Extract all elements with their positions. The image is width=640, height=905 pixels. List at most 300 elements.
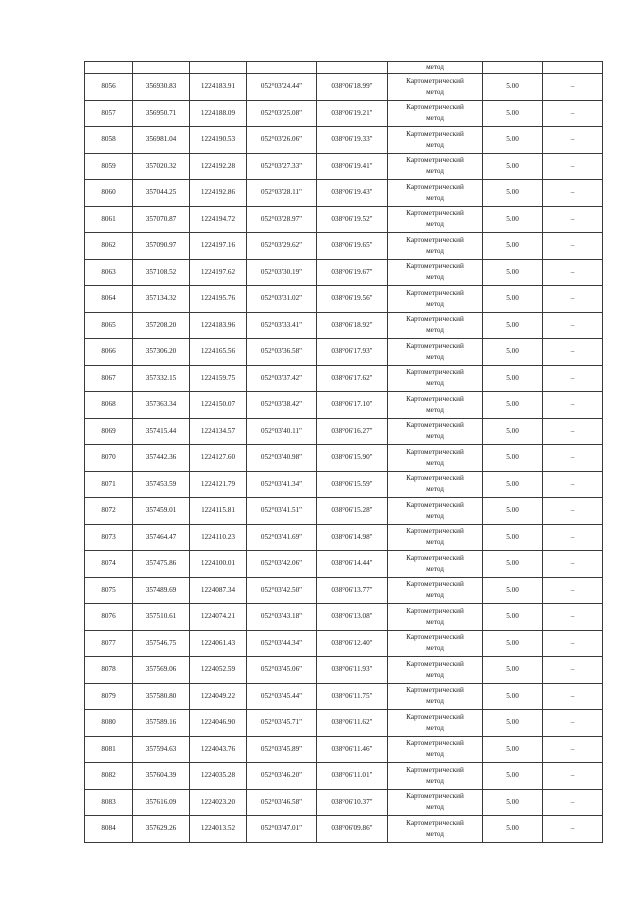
point-number-cell: 8068 <box>85 392 133 419</box>
longitude-cell: 038°06'15.90" <box>317 445 388 472</box>
method-cell <box>388 789 483 816</box>
longitude-cell: 038°06'09.86" <box>317 816 388 843</box>
method-text: Картометрический <box>406 288 464 297</box>
point-number-cell: 8075 <box>85 577 133 604</box>
y-coordinate-cell: 1224159.75 <box>190 365 247 392</box>
method-text: метод <box>426 87 444 96</box>
method-cell <box>388 418 483 445</box>
table-row <box>85 551 603 578</box>
y-coordinate-cell: 1224043.76 <box>190 736 247 763</box>
x-coordinate-cell: 357090.97 <box>133 233 190 260</box>
table-row <box>85 710 603 737</box>
x-coordinate-cell: 357569.06 <box>133 657 190 684</box>
method-text: Картометрический <box>406 368 464 377</box>
latitude-cell: 052°03'33.41" <box>247 312 317 339</box>
note-cell: – <box>543 763 603 790</box>
x-coordinate-cell: 356930.83 <box>133 74 190 101</box>
method-text: метод <box>426 803 444 812</box>
point-number-cell: 8061 <box>85 206 133 233</box>
x-coordinate-cell: 357580.80 <box>133 683 190 710</box>
method-text: Картометрический <box>406 712 464 721</box>
method-text: Картометрический <box>406 500 464 509</box>
x-coordinate-cell: 357070.87 <box>133 206 190 233</box>
method-text: метод <box>426 697 444 706</box>
method-text: Картометрический <box>406 474 464 483</box>
latitude-cell: 052°03'36.58" <box>247 339 317 366</box>
method-text: Картометрический <box>406 739 464 748</box>
latitude-cell: 052°03'38.42" <box>247 392 317 419</box>
method-cell <box>388 604 483 631</box>
point-number-cell: 8071 <box>85 471 133 498</box>
longitude-cell: 038°06'19.33" <box>317 127 388 154</box>
latitude-cell: 052°03'45.89" <box>247 736 317 763</box>
accuracy-cell: 5.00 <box>483 630 543 657</box>
latitude-cell: 052°03'45.44" <box>247 683 317 710</box>
note-cell: – <box>543 74 603 101</box>
note-cell: – <box>543 630 603 657</box>
longitude-cell: 038°06'11.01" <box>317 763 388 790</box>
method-cell <box>388 551 483 578</box>
point-number-cell: 8059 <box>85 153 133 180</box>
x-coordinate-cell: 357459.01 <box>133 498 190 525</box>
table-row <box>85 816 603 843</box>
y-coordinate-cell: 1224188.09 <box>190 100 247 127</box>
method-text: Картометрический <box>406 341 464 350</box>
latitude-cell: 052°03'37.42" <box>247 365 317 392</box>
note-cell: – <box>543 471 603 498</box>
carry-over-cell <box>247 62 317 74</box>
x-coordinate-cell: 357510.61 <box>133 604 190 631</box>
table-row <box>85 286 603 313</box>
method-text: метод <box>426 273 444 282</box>
y-coordinate-cell: 1224190.53 <box>190 127 247 154</box>
longitude-cell: 038°06'19.41" <box>317 153 388 180</box>
point-number-cell: 8084 <box>85 816 133 843</box>
note-cell: – <box>543 816 603 843</box>
method-text: Картометрический <box>406 659 464 668</box>
latitude-cell: 052°03'45.71" <box>247 710 317 737</box>
longitude-cell: 038°06'19.67" <box>317 259 388 286</box>
table-row <box>85 736 603 763</box>
accuracy-cell: 5.00 <box>483 259 543 286</box>
note-cell: – <box>543 710 603 737</box>
point-number-cell: 8072 <box>85 498 133 525</box>
method-text: метод <box>426 670 444 679</box>
note-cell: – <box>543 498 603 525</box>
table-row <box>85 577 603 604</box>
table-row <box>85 471 603 498</box>
carry-over-method-cell <box>388 62 483 74</box>
point-number-cell: 8079 <box>85 683 133 710</box>
method-text: Картометрический <box>406 129 464 138</box>
method-text: метод <box>426 140 444 149</box>
table-body <box>85 62 603 843</box>
table-row <box>85 233 603 260</box>
accuracy-cell: 5.00 <box>483 153 543 180</box>
x-coordinate-cell: 357589.16 <box>133 710 190 737</box>
carry-over-cell <box>317 62 388 74</box>
method-cell <box>388 100 483 127</box>
method-cell <box>388 392 483 419</box>
method-cell <box>388 577 483 604</box>
method-text: метод <box>426 776 444 785</box>
method-cell <box>388 339 483 366</box>
point-number-cell: 8070 <box>85 445 133 472</box>
x-coordinate-cell: 357453.59 <box>133 471 190 498</box>
longitude-cell: 038°06'15.28" <box>317 498 388 525</box>
y-coordinate-cell: 1224121.79 <box>190 471 247 498</box>
method-cell <box>388 763 483 790</box>
table-row <box>85 445 603 472</box>
x-coordinate-cell: 357208.20 <box>133 312 190 339</box>
longitude-cell: 038°06'13.77" <box>317 577 388 604</box>
y-coordinate-cell: 1224183.96 <box>190 312 247 339</box>
method-text: Картометрический <box>406 394 464 403</box>
note-cell: – <box>543 683 603 710</box>
y-coordinate-cell: 1224165.56 <box>190 339 247 366</box>
method-text: Картометрический <box>406 633 464 642</box>
accuracy-cell: 5.00 <box>483 445 543 472</box>
y-coordinate-cell: 1224197.16 <box>190 233 247 260</box>
latitude-cell: 052°03'43.18" <box>247 604 317 631</box>
point-number-cell: 8064 <box>85 286 133 313</box>
point-number-cell: 8063 <box>85 259 133 286</box>
y-coordinate-cell: 1224087.34 <box>190 577 247 604</box>
x-coordinate-cell: 356950.71 <box>133 100 190 127</box>
table-row <box>85 180 603 207</box>
accuracy-cell: 5.00 <box>483 365 543 392</box>
longitude-cell: 038°06'19.43" <box>317 180 388 207</box>
latitude-cell: 052°03'41.34" <box>247 471 317 498</box>
table-row <box>85 789 603 816</box>
note-cell: – <box>543 365 603 392</box>
note-cell: – <box>543 577 603 604</box>
note-cell: – <box>543 445 603 472</box>
x-coordinate-cell: 356981.04 <box>133 127 190 154</box>
method-text: метод <box>426 591 444 600</box>
table-row <box>85 339 603 366</box>
longitude-cell: 038°06'12.40" <box>317 630 388 657</box>
carry-over-row <box>85 62 603 74</box>
method-cell <box>388 206 483 233</box>
method-cell <box>388 74 483 101</box>
method-text: Картометрический <box>406 421 464 430</box>
longitude-cell: 038°06'17.93" <box>317 339 388 366</box>
point-number-cell: 8083 <box>85 789 133 816</box>
y-coordinate-cell: 1224134.57 <box>190 418 247 445</box>
note-cell: – <box>543 551 603 578</box>
latitude-cell: 052°03'44.34" <box>247 630 317 657</box>
method-text: Картометрический <box>406 235 464 244</box>
method-cell <box>388 312 483 339</box>
method-text: метод <box>426 750 444 759</box>
method-text: метод <box>426 246 444 255</box>
method-text: Картометрический <box>406 209 464 218</box>
longitude-cell: 038°06'11.75" <box>317 683 388 710</box>
accuracy-cell: 5.00 <box>483 206 543 233</box>
accuracy-cell: 5.00 <box>483 551 543 578</box>
accuracy-cell: 5.00 <box>483 604 543 631</box>
method-cell <box>388 445 483 472</box>
x-coordinate-cell: 357134.32 <box>133 286 190 313</box>
method-text: Картометрический <box>406 315 464 324</box>
longitude-cell: 038°06'18.99" <box>317 74 388 101</box>
table-row <box>85 127 603 154</box>
point-number-cell: 8069 <box>85 418 133 445</box>
point-number-cell: 8066 <box>85 339 133 366</box>
method-text: метод <box>426 538 444 547</box>
note-cell: – <box>543 789 603 816</box>
note-cell: – <box>543 206 603 233</box>
longitude-cell: 038°06'19.52" <box>317 206 388 233</box>
method-cell <box>388 736 483 763</box>
y-coordinate-cell: 1224074.21 <box>190 604 247 631</box>
y-coordinate-cell: 1224194.72 <box>190 206 247 233</box>
point-number-cell: 8060 <box>85 180 133 207</box>
accuracy-cell: 5.00 <box>483 763 543 790</box>
y-coordinate-cell: 1224046.90 <box>190 710 247 737</box>
y-coordinate-cell: 1224192.28 <box>190 153 247 180</box>
note-cell: – <box>543 153 603 180</box>
carry-over-method-text: метод <box>426 63 444 71</box>
y-coordinate-cell: 1224127.60 <box>190 445 247 472</box>
point-number-cell: 8073 <box>85 524 133 551</box>
longitude-cell: 038°06'15.59" <box>317 471 388 498</box>
latitude-cell: 052°03'46.20" <box>247 763 317 790</box>
latitude-cell: 052°03'24.44" <box>247 74 317 101</box>
table-row <box>85 392 603 419</box>
accuracy-cell: 5.00 <box>483 392 543 419</box>
carry-over-cell <box>483 62 543 74</box>
latitude-cell: 052°03'42.50" <box>247 577 317 604</box>
longitude-cell: 038°06'11.62" <box>317 710 388 737</box>
accuracy-cell: 5.00 <box>483 789 543 816</box>
y-coordinate-cell: 1224110.23 <box>190 524 247 551</box>
note-cell: – <box>543 312 603 339</box>
longitude-cell: 038°06'17.10" <box>317 392 388 419</box>
method-text: Картометрический <box>406 76 464 85</box>
method-text: метод <box>426 114 444 123</box>
y-coordinate-cell: 1224183.91 <box>190 74 247 101</box>
y-coordinate-cell: 1224100.01 <box>190 551 247 578</box>
method-text: Картометрический <box>406 792 464 801</box>
note-cell: – <box>543 339 603 366</box>
note-cell: – <box>543 233 603 260</box>
longitude-cell: 038°06'19.21" <box>317 100 388 127</box>
coordinates-table <box>84 61 603 843</box>
y-coordinate-cell: 1224115.81 <box>190 498 247 525</box>
longitude-cell: 038°06'11.46" <box>317 736 388 763</box>
method-text: метод <box>426 405 444 414</box>
table-row <box>85 498 603 525</box>
table-row <box>85 365 603 392</box>
y-coordinate-cell: 1224150.07 <box>190 392 247 419</box>
method-cell <box>388 259 483 286</box>
x-coordinate-cell: 357332.15 <box>133 365 190 392</box>
latitude-cell: 052°03'40.11" <box>247 418 317 445</box>
longitude-cell: 038°06'18.92" <box>317 312 388 339</box>
table-row <box>85 657 603 684</box>
point-number-cell: 8056 <box>85 74 133 101</box>
accuracy-cell: 5.00 <box>483 418 543 445</box>
latitude-cell: 052°03'28.97" <box>247 206 317 233</box>
x-coordinate-cell: 357044.25 <box>133 180 190 207</box>
x-coordinate-cell: 357464.47 <box>133 524 190 551</box>
table-row <box>85 312 603 339</box>
table-row <box>85 630 603 657</box>
latitude-cell: 052°03'30.19" <box>247 259 317 286</box>
y-coordinate-cell: 1224023.20 <box>190 789 247 816</box>
longitude-cell: 038°06'19.65" <box>317 233 388 260</box>
method-text: метод <box>426 829 444 838</box>
method-text: метод <box>426 458 444 467</box>
table-row <box>85 683 603 710</box>
x-coordinate-cell: 357604.39 <box>133 763 190 790</box>
method-text: Картометрический <box>406 818 464 827</box>
longitude-cell: 038°06'11.93" <box>317 657 388 684</box>
point-number-cell: 8076 <box>85 604 133 631</box>
accuracy-cell: 5.00 <box>483 233 543 260</box>
x-coordinate-cell: 357108.52 <box>133 259 190 286</box>
y-coordinate-cell: 1224013.52 <box>190 816 247 843</box>
accuracy-cell: 5.00 <box>483 816 543 843</box>
x-coordinate-cell: 357546.75 <box>133 630 190 657</box>
x-coordinate-cell: 357489.69 <box>133 577 190 604</box>
table-row <box>85 524 603 551</box>
accuracy-cell: 5.00 <box>483 74 543 101</box>
method-cell <box>388 127 483 154</box>
method-text: метод <box>426 299 444 308</box>
method-text: метод <box>426 723 444 732</box>
note-cell: – <box>543 657 603 684</box>
point-number-cell: 8077 <box>85 630 133 657</box>
method-text: Картометрический <box>406 103 464 112</box>
longitude-cell: 038°06'17.62" <box>317 365 388 392</box>
table-row <box>85 259 603 286</box>
method-text: метод <box>426 511 444 520</box>
method-cell <box>388 816 483 843</box>
latitude-cell: 052°03'47.01" <box>247 816 317 843</box>
method-text: метод <box>426 352 444 361</box>
method-text: метод <box>426 193 444 202</box>
method-text: Картометрический <box>406 765 464 774</box>
x-coordinate-cell: 357306.20 <box>133 339 190 366</box>
note-cell: – <box>543 736 603 763</box>
table-row <box>85 604 603 631</box>
carry-over-cell <box>133 62 190 74</box>
latitude-cell: 052°03'46.58" <box>247 789 317 816</box>
accuracy-cell: 5.00 <box>483 710 543 737</box>
method-text: метод <box>426 379 444 388</box>
accuracy-cell: 5.00 <box>483 736 543 763</box>
longitude-cell: 038°06'13.08" <box>317 604 388 631</box>
table-row <box>85 418 603 445</box>
latitude-cell: 052°03'25.08" <box>247 100 317 127</box>
accuracy-cell: 5.00 <box>483 577 543 604</box>
method-cell <box>388 498 483 525</box>
table-row <box>85 100 603 127</box>
point-number-cell: 8062 <box>85 233 133 260</box>
method-text: Картометрический <box>406 686 464 695</box>
method-cell <box>388 286 483 313</box>
longitude-cell: 038°06'14.98" <box>317 524 388 551</box>
method-text: метод <box>426 432 444 441</box>
note-cell: – <box>543 524 603 551</box>
y-coordinate-cell: 1224195.76 <box>190 286 247 313</box>
latitude-cell: 052°03'40.98" <box>247 445 317 472</box>
y-coordinate-cell: 1224197.62 <box>190 259 247 286</box>
accuracy-cell: 5.00 <box>483 180 543 207</box>
method-text: Картометрический <box>406 156 464 165</box>
accuracy-cell: 5.00 <box>483 524 543 551</box>
method-text: Картометрический <box>406 606 464 615</box>
y-coordinate-cell: 1224035.28 <box>190 763 247 790</box>
method-cell <box>388 683 483 710</box>
method-text: метод <box>426 485 444 494</box>
carry-over-cell <box>85 62 133 74</box>
point-number-cell: 8082 <box>85 763 133 790</box>
method-text: Картометрический <box>406 262 464 271</box>
method-text: метод <box>426 220 444 229</box>
method-text: метод <box>426 564 444 573</box>
latitude-cell: 052°03'41.51" <box>247 498 317 525</box>
method-text: Картометрический <box>406 527 464 536</box>
table-row <box>85 74 603 101</box>
method-cell <box>388 180 483 207</box>
latitude-cell: 052°03'41.69" <box>247 524 317 551</box>
longitude-cell: 038°06'10.37" <box>317 789 388 816</box>
y-coordinate-cell: 1224061.43 <box>190 630 247 657</box>
x-coordinate-cell: 357594.63 <box>133 736 190 763</box>
method-text: метод <box>426 167 444 176</box>
y-coordinate-cell: 1224052.59 <box>190 657 247 684</box>
x-coordinate-cell: 357363.34 <box>133 392 190 419</box>
x-coordinate-cell: 357020.32 <box>133 153 190 180</box>
note-cell: – <box>543 286 603 313</box>
y-coordinate-cell: 1224049.22 <box>190 683 247 710</box>
method-cell <box>388 233 483 260</box>
accuracy-cell: 5.00 <box>483 127 543 154</box>
latitude-cell: 052°03'26.06" <box>247 127 317 154</box>
latitude-cell: 052°03'45.06" <box>247 657 317 684</box>
method-text: метод <box>426 617 444 626</box>
note-cell: – <box>543 127 603 154</box>
longitude-cell: 038°06'14.44" <box>317 551 388 578</box>
method-cell <box>388 153 483 180</box>
method-text: Картометрический <box>406 182 464 191</box>
method-cell <box>388 471 483 498</box>
point-number-cell: 8067 <box>85 365 133 392</box>
carry-over-cell <box>190 62 247 74</box>
latitude-cell: 052°03'27.33" <box>247 153 317 180</box>
method-text: Картометрический <box>406 447 464 456</box>
x-coordinate-cell: 357616.09 <box>133 789 190 816</box>
point-number-cell: 8074 <box>85 551 133 578</box>
point-number-cell: 8078 <box>85 657 133 684</box>
method-text: Картометрический <box>406 553 464 562</box>
point-number-cell: 8058 <box>85 127 133 154</box>
x-coordinate-cell: 357475.86 <box>133 551 190 578</box>
accuracy-cell: 5.00 <box>483 339 543 366</box>
point-number-cell: 8065 <box>85 312 133 339</box>
table-row <box>85 763 603 790</box>
note-cell: – <box>543 604 603 631</box>
method-text: метод <box>426 326 444 335</box>
latitude-cell: 052°03'42.06" <box>247 551 317 578</box>
point-number-cell: 8080 <box>85 710 133 737</box>
method-cell <box>388 657 483 684</box>
longitude-cell: 038°06'16.27" <box>317 418 388 445</box>
